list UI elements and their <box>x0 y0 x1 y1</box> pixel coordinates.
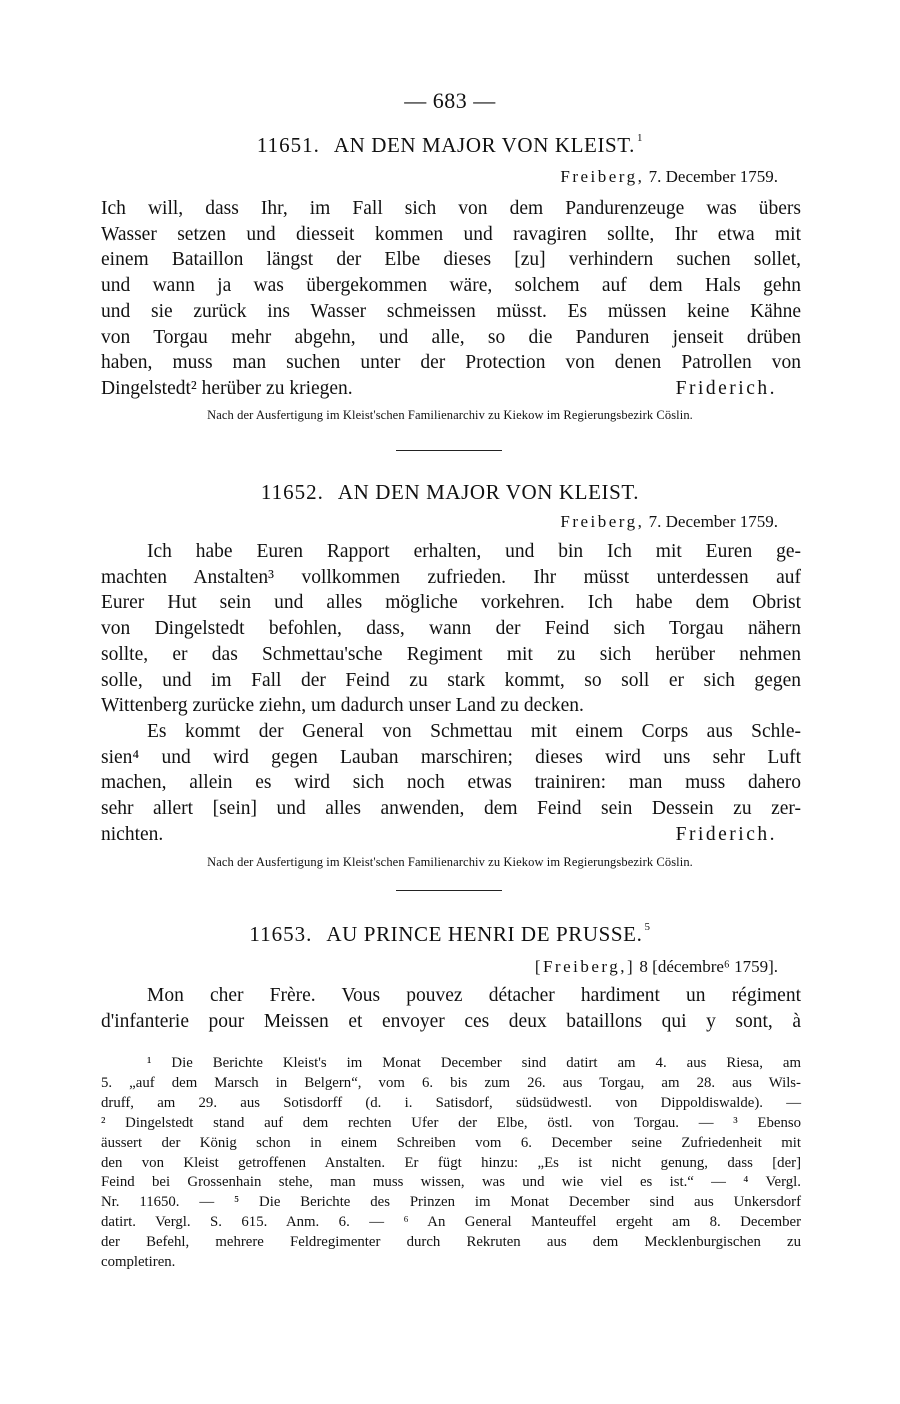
letter-title: AU PRINCE HENRI DE PRUSSE. <box>326 922 643 946</box>
letter-title: AN DEN MAJOR VON KLEIST. <box>337 480 640 504</box>
text-line: einem Bataillon längst der Elbe dieses [zu] verhindern suchen sollet, <box>101 249 801 271</box>
text-line: Es kommt der General von Schmettau mit einem Corps aus Schle- <box>147 720 801 742</box>
footnote-line: der Befehl, mehrere Feldregimenter durch Rekruten aus dem Mecklenburgischen zu <box>101 1234 801 1251</box>
text-line: machten Anstalten³ vollkommen zufrieden. Ihr müsst unterdessen auf <box>101 566 801 588</box>
date-place: Freiberg, <box>560 167 645 186</box>
text-line: und wann ja was übergekommen wäre, solchem auf dem Hals gehn <box>101 275 801 297</box>
footnote-line: completiren. <box>101 1254 176 1271</box>
footnote-line: Feind bei Grossenhain stehe, man muss wissen, was und wie viel es ist.“ — ⁴ Vergl. <box>101 1174 801 1191</box>
page-number: — 683 — <box>404 88 496 113</box>
section-divider <box>396 890 502 891</box>
closing-line <box>101 376 801 402</box>
footnote-ref: 1 <box>637 132 644 144</box>
date-place: [Freiberg,] <box>534 957 636 976</box>
text-line: Ich will, dass Ihr, im Fall sich von dem Pandurenzeuge was übers <box>101 198 801 219</box>
text-line: solle, und im Fall der Feind zu stark kommt, so soll er sich gegen <box>101 669 801 691</box>
footnote-line: druff, am 29. aus Sotisdorff (d. i. Satisdorf, südsüdwestl. von Dippoldiswalde). — <box>101 1094 801 1111</box>
text-line: Eurer Hut sein und alles mögliche vorkehren. Ich habe dem Obrist <box>101 592 801 614</box>
text-line: und sie zurück ins Wasser schmeissen müsst. Es müssen keine Kähne <box>101 300 801 322</box>
letter-body-11652 <box>101 539 801 847</box>
source-note-11652: Nach der Ausfertigung im Kleist'schen Familienarchiv zu Kiekow im Regierungsbezirk Cöslin. <box>207 855 693 869</box>
text-line: sien⁴ und wird gegen Lauban marschiren; dieses wird uns sehr Luft <box>101 746 801 768</box>
date-text: 7. December 1759. <box>648 167 778 186</box>
date-place: Freiberg, <box>560 512 645 531</box>
footnote-line: den von Kleist getroffenen Anstalten. Er fügt hinzu: „Es ist nicht genung, dass [der] <box>101 1154 801 1171</box>
signature: Friderich. <box>675 823 777 845</box>
footnote-line: Nr. 11650. — ⁵ Die Berichte des Prinzen im Monat December sind aus Unkersdorf <box>101 1194 801 1211</box>
date-text: 7. December 1759. <box>648 512 778 531</box>
source-note-11651: Nach der Ausfertigung im Kleist'schen Familienarchiv zu Kiekow im Regierungsbezirk Cöslin. <box>207 408 693 422</box>
letter-heading-11653 <box>0 922 900 947</box>
letter-dateline-11653 <box>535 957 778 977</box>
letter-body-11651 <box>101 196 801 402</box>
letter-number: 11652. <box>260 480 324 504</box>
text-line: Wasser setzen und diesseit kommen und ravagiren sollte, Ihr etwa mit <box>101 223 801 245</box>
text-line: haben, muss man suchen unter der Protection von denen Patrollen von <box>101 352 801 374</box>
footnote-ref: 5 <box>644 921 651 933</box>
footnote-line: 5. „auf dem Marsch in Belgern“, vom 6. bis zum 26. aus Torgau, am 28. aus Wils- <box>101 1074 801 1091</box>
closing-text: Dingelstedt² herüber zu kriegen. <box>101 377 353 399</box>
date-text: 8 [décembre⁶ 1759]. <box>639 957 778 976</box>
text-line: Ich habe Euren Rapport erhalten, und bin Ich mit Euren ge- <box>147 541 801 562</box>
letter-dateline-11652 <box>560 512 778 532</box>
letter-dateline-11651 <box>560 167 778 187</box>
letter-heading-11651 <box>0 133 900 158</box>
text-line: sehr allert [sein] und alles anwenden, dem Feind sein Dessein zu zer- <box>101 798 801 820</box>
footnotes <box>101 1054 801 1273</box>
letter-number: 11651. <box>256 133 320 157</box>
text-line: Wittenberg zurücke ziehn, um dadurch unser Land zu decken. <box>101 695 584 717</box>
text-line: d'infanterie pour Meissen et envoyer ces deux bataillons qui y sont, à <box>101 1010 801 1032</box>
footnote-line: datirt. Vergl. S. 615. Anm. 6. — ⁶ An General Manteuffel ergeht am 8. December <box>101 1214 801 1231</box>
text-line: sollte, er das Schmettau'sche Regiment mit zu sich herüber nehmen <box>101 643 801 665</box>
signature: Friderich. <box>675 377 777 399</box>
letter-heading-11652 <box>0 480 900 505</box>
text-line: Mon cher Frère. Vous pouvez détacher hardiment un régiment <box>147 985 801 1006</box>
closing-text: nichten. <box>101 823 164 845</box>
section-divider <box>396 450 502 451</box>
text-line: von Torgau mehr abgehn, und alle, so die Panduren jenseit drüben <box>101 326 801 348</box>
footnote-line: äussert der König schon in einem Schreiben vom 6. December seine Zufriedenheit mit <box>101 1134 801 1151</box>
letter-number: 11653. <box>249 922 313 946</box>
letter-title: AN DEN MAJOR VON KLEIST. <box>333 133 636 157</box>
letter-body-11653 <box>101 983 801 1034</box>
closing-line <box>101 822 801 848</box>
text-line: machen, allein es wird sich noch etwas trainiren: man muss dahero <box>101 772 801 794</box>
footnote-line: ¹ Die Berichte Kleist's im Monat December sind datirt am 4. aus Riesa, am <box>147 1055 801 1071</box>
text-line: von Dingelstedt befohlen, dass, wann der Feind sich Torgau nähern <box>101 618 801 640</box>
footnote-line: ² Dingelstedt stand auf dem rechten Ufer der Elbe, östl. von Torgau. — ³ Ebenso <box>101 1114 801 1131</box>
